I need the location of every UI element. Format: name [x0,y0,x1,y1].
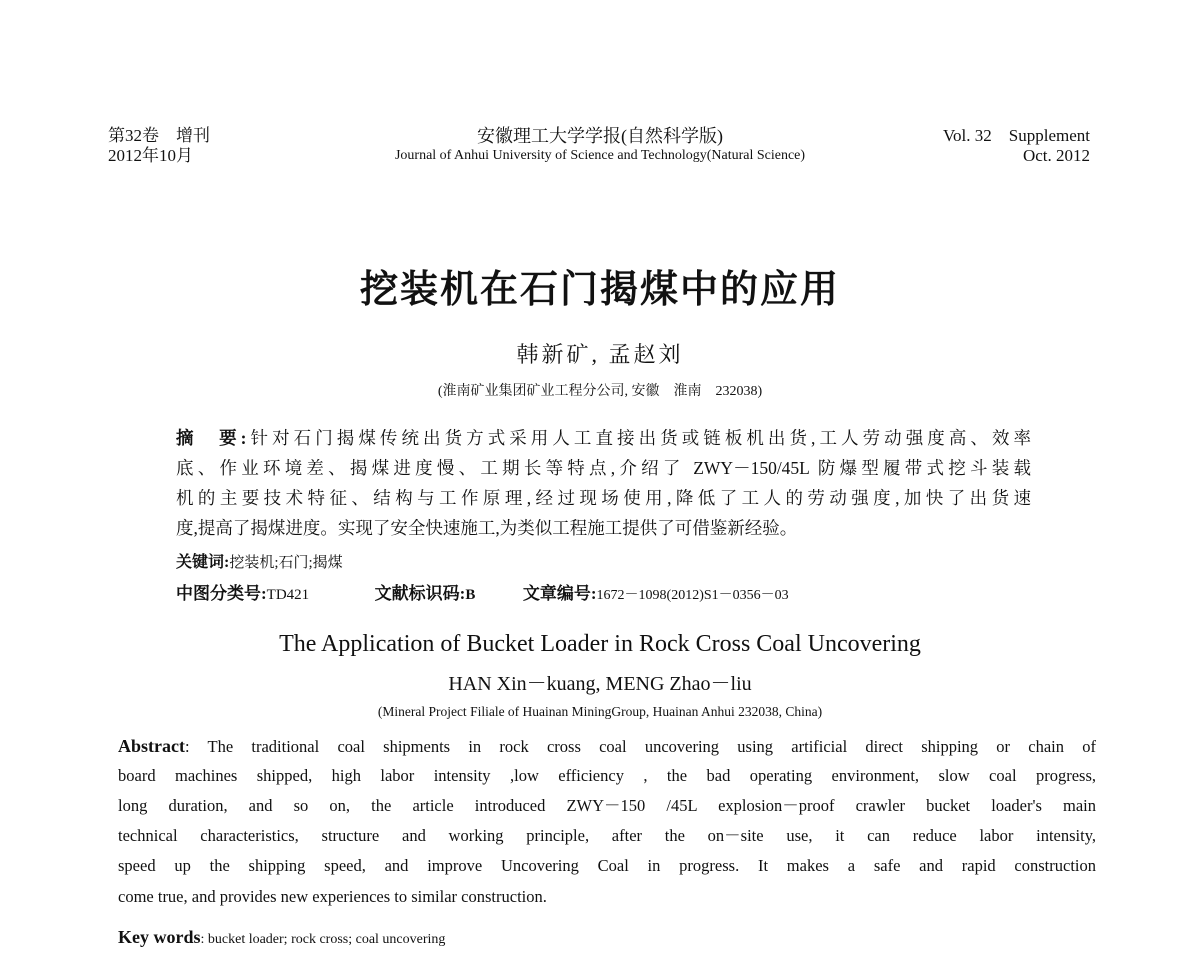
abstract-cn-line: 度,提高了揭煤进度。实现了安全快速施工,为类似工程施工提供了可借鉴新经验。 [176,518,798,538]
date-cn: 2012年10月 [108,146,193,165]
journal-cn: 安徽理工大学学报(自然科学版) [477,126,723,146]
abstract-cn-line: 底、作业环境差、揭煤进度慢、工期长等特点,介绍了 ZWY－150/45L 防爆型履带式挖斗装载 [176,458,1031,478]
abstract-en-line: technical characteristics, structure and working principle, after the on－site use, it can reduce labor intensity, [118,826,1096,845]
abstract-cn-line: 机的主要技术特征、结构与工作原理,经过现场使用,降低了工人的劳动强度,加快了出货速 [176,488,1031,508]
abstract-en-line [118,736,1096,757]
authors-en: HAN Xin－kuang, MENG Zhao－liu [448,673,752,695]
keywords-en-value: : bucket loader; rock cross; coal uncovering [200,932,446,947]
volume-en: Vol. 32 Supplement [942,126,1090,145]
classification-row [176,579,789,604]
title-en: The Application of Bucket Loader in Rock Cross Coal Uncovering [279,631,921,657]
header-journal [330,126,870,166]
keywords-cn-value: 挖装机;石门;揭煤 [229,555,343,571]
header-volume-cn [108,126,210,166]
abstract-en-line: long duration, and so on, the article introduced ZWY－150 /45L explosion－proof crawler bucket loader's main [118,796,1096,815]
date-en: Oct. 2012 [1022,146,1090,165]
doc-code-label: 文献标识码: [374,584,466,603]
title-cn: 挖装机在石门揭煤中的应用 [359,269,840,311]
article-no-value: 1672－1098(2012)S1－0356－03 [596,588,789,603]
abstract-en-line: come true, and provides new experiences to similar construction. [118,887,547,906]
volume-cn: 第32卷 增刊 [108,126,210,145]
keywords-cn [176,549,343,572]
article-no-label: 文章编号: [522,584,597,603]
abstract-cn-text: 针对石门揭煤传统出货方式采用人工直接出货或链板机出货,工人劳动强度高、效率 [246,428,1031,448]
abstract-cn-label: 摘 要: [176,428,247,448]
keywords-en-label: Key words [118,927,201,947]
abstract-en-label: Abstract [118,736,185,756]
abstract-en-line: speed up the shipping speed, and improve Uncovering Coal in progress. It makes a safe and rapid construction [118,856,1096,875]
affiliation-cn: (淮南矿业集团矿业工程分公司, 安徽 淮南 232038) [437,384,763,399]
affiliation-en: (Mineral Project Filiale of Huainan MiningGroup, Huainan Anhui 232038, China) [377,704,823,719]
keywords-en [118,927,445,948]
abstract-cn-line [176,428,1031,448]
authors-cn: 韩新矿, 孟赵刘 [516,342,684,367]
clc-value: TD421 [266,587,310,603]
abstract-en-text: : The traditional coal shipments in rock cross coal uncovering using artificial direct shipping or chain of [184,737,1096,756]
journal-en: Journal of Anhui University of Science and Technology(Natural Science) [394,148,806,163]
doc-code-value: B [465,587,476,603]
keywords-cn-label: 关键词: [176,554,230,571]
header-volume-en [943,126,1090,166]
abstract-en-line: board machines shipped, high labor intensity ,low efficiency , the bad operating environment, slow coal progress, [118,766,1096,785]
clc-label: 中图分类号: [176,584,267,603]
